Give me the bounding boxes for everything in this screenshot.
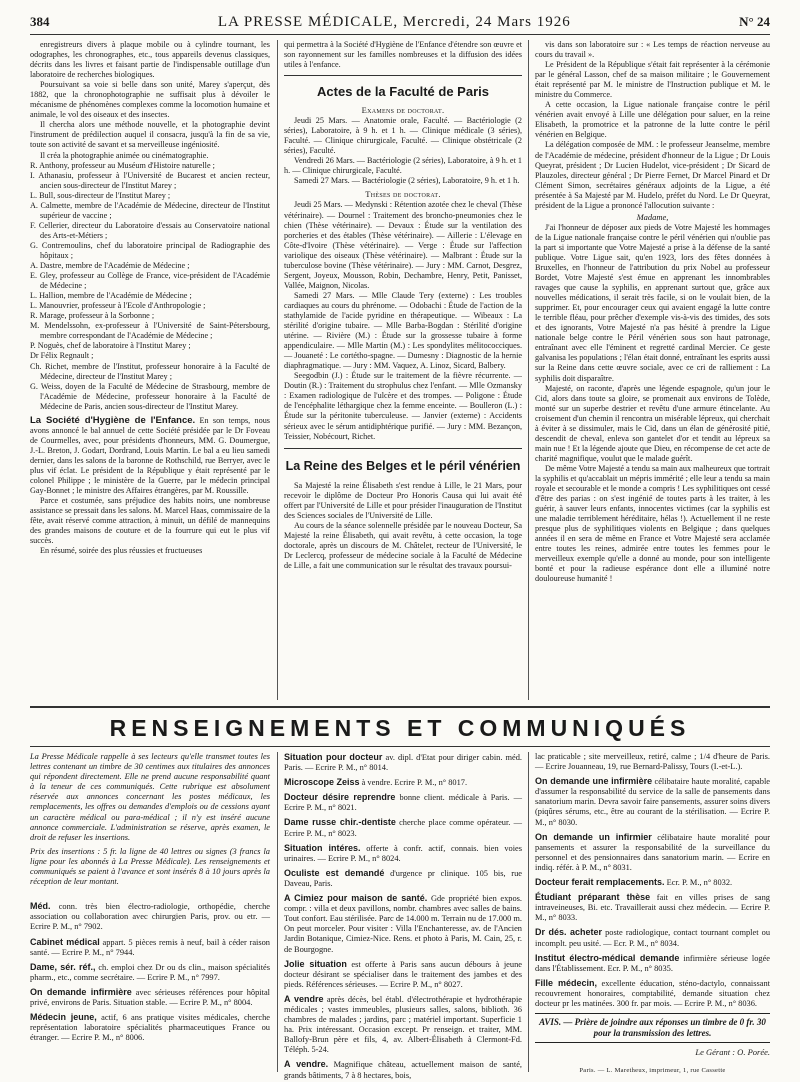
ad-text: cherche place comme opérateur. — Ecrire P. M., n° 8023. [284,818,523,838]
article-paragraph: enregistreurs divers à plaque mobile ou à cylindre tournant, les odographes, les chronographes, etc., tous appareils devenus classiques, décrits dans les livres et faisant partie de l'indispensable outillage d'un laboratoire de recherches biologiques. [30,40,270,80]
page-number: 384 [30,14,50,29]
hygiene-text-1: Parce et costumée, sans préjudice des habits noirs, une nombreuse assistance se pressait dans les salons. M. Marcel Haas, commissaire de la fête, avait réservé comme attraction, à minuit, un défilé de mannequins des grandes maisons de couture et de la fourrure qui eut le plus vif succès. [30,496,270,546]
classified-ad [535,953,770,974]
column-2 [284,40,522,702]
thesis-entry: Samedi 27 Mars. — Mlle Claude Tery (externe) : Les troubles cardiaques au cours du phrénome. — Odobachi : Étude de l'action de la stathylamide de l'acide pyridine en thérapeutique. — Wibeaux : La stérilité d'origine tubaire. — Mlle Barba-Bogdan : Stérilité d'origine utérine. — Rivière (M.) : Étude sur la grossesse tubaire à forme appendiculaire. — Mlle Martin (M.) : Les spondylites mélitococciques. — Jouaneté : Le cortétho-spagne. — Dumesny : Diagnostic de la hernie diaphragmatique. — Jury : MM. Vaquez, A. Linoz, Sicard, Balbery. [284,290,522,371]
classified-column-2 [284,752,523,1080]
column-divider [528,752,529,1072]
issue-number: N° 24 [739,14,770,29]
ad-text: avec sérieuses références pour hôpital privé, environs de Paris. Situation stable. — Ecrire P. M., n° 8004. [30,987,270,1007]
ad-heading: Jolie situation [284,958,347,969]
exam-list [284,116,522,186]
ad-heading: Dame, sér. réf., [30,961,96,972]
classified-ad [284,994,522,1056]
thesis-heading: Thèses de doctorat. [365,189,441,200]
ad-text: à vendre. Ecrire P. M., n° 8017. [361,778,468,788]
ad-text: d'urgence pr clinique. 105 bis, rue Daveau, Paris. [284,868,522,888]
ad-heading: A vendre [284,993,324,1004]
ad-heading: Docteur désire reprendre [284,792,396,803]
ad-text: fait en villes prises de sang intraveineuses, Bi. etc. Travaillerait aussi chez médecin. — Ecrire P. M., n° 8033. [535,893,770,923]
column-divider [277,40,278,700]
ad-heading: A Cimiez pour maison de santé. [284,893,428,904]
classified-ad [535,978,770,1009]
speech-text [535,223,770,585]
article-paragraph: Le Président de la République s'était fait représenter à la cérémonie par le général Lasson, chef de sa maison militaire ; le Gouvernement était représenté par M. le ministre de l'Instruction publique et M. le ministre du Commerce. [535,60,770,100]
classified-column-1 [30,752,270,1072]
classified-ad [284,777,522,788]
exam-heading: Examens de doctorat. [361,105,445,116]
queen-article [284,481,522,571]
committee-member: G. Contremoulins, chef du laboratoire principal de Radiographie des hôpitaux ; [30,240,270,260]
committee-member: Dr Félix Regnault ; [30,351,94,361]
hygiene-carry: qui permettra à la Société d'Hygiène de l'Enfance d'étendre son œuvre et son rayonnement sur les familles nombreuses et la diffusion des idées utiles à l'enfance. [284,40,522,70]
section-rule [284,448,522,449]
thesis-entry: Jeudi 25 Mars. — Medynski : Rétention azotée chez le cheval (Thèse vétérinaire). — Dournel : Traitement des broncho-pneumonies chez le chien (Thèse vétérinaire). — Devaux : Étude sur la ventilation des porcheries et des étables (Thèse vétérinaire). — Aillerie : L'élevage en Côte-d'Ivoire (Thèse vétérinaire). — Verge : Étude sur l'affection variolique des oiseaux (Thèse vétérinaire). — Malbrant : Étude sur la tuberculose bovine (Thèse vétérinaire). — Jury : MM. Carnot, Desgrez, Sergent, Joyeux, Mousson, Robin, Dechambre, Henry, Petit, Panisset, Vallée, Maignon, Nicolas. [284,200,522,290]
ad-text: Gde propriété bien expos. compr. : villa et deux pavillons, nombr. chambres avec salles de bains. Tout confort. Eau stérilisée. Parc de 14.000 m. Terrain nu de 17.000 m. On peut morceler. Pour visiter : Villa l'Enchanteresse, av. de l'Ancien Jardin Botanique, Cimiez-Nice. Rens. et photo à Paris, M. Cain, 25, r. de Bourgogne. [284,894,523,954]
ad-text: conn. très bien électro-radiologie, orthopédie, cherche association ou collaboration avec chirurgien Paris, prov. ou etr. — Ecrire P. M., n° 7902. [30,902,270,932]
ad-heading: Médecin jeune, [30,1012,97,1023]
ad-heading: Dame russe chir.-dentiste [284,817,396,828]
ad-carry: lac praticable ; site merveilleux, retiré, calme ; 1/4 d'heure de Paris. — Ecrire Jouanneau, 19, rue Bernard-Palissy, Tours (I.-et-L.). [535,752,770,772]
ad-heading: Oculiste est demandé [284,867,385,878]
article-paragraph: Il chercha alors une méthode nouvelle, et la photographie devint l'instrument de prédilection auquel il consacra, jusqu'à la fin de sa vie, toute son activité de savant et sa merveilleuse ingéniosité. [30,120,270,150]
committee-member: Ch. Richet, membre de l'Institut, professeur honoraire à la Faculté de Médecine, directeur de l'Institut Marey ; [30,361,270,381]
ad-text: poste radiologique, contact tournant complet ou incomplt. peu usité. — Ecr. P. M., n° 8034. [535,928,771,948]
header-rule [30,34,770,35]
ad-list-2 [284,752,522,1081]
ad-text: ch. emploi chez Dr ou ds clin., maison spécialités pharm., etc., comme secrétaire. — Ecrire P. M., n° 7997. [30,962,270,982]
classified-ad [535,927,770,948]
column-1 [30,40,270,702]
committee-member: F. Cellerier, directeur du Laboratoire d'essais au Conservatoire national des Arts-et-Métiers ; [30,220,270,240]
avis-box: AVIS. — Prière de joindre aux réponses un timbre de 0 fr. 30 pour la transmission des lettres. [535,1013,770,1043]
exam-entry: Samedi 27 Mars. — Bactériologie (2 séries), Laboratoire, 9 h. et 1 h. [294,176,520,186]
ad-heading: Cabinet médical [30,936,100,947]
article-paragraph: Il créa la photographie animée ou cinématographie. [40,150,209,160]
classified-ad [284,817,522,838]
classified-ad [535,776,770,827]
section-banner: RENSEIGNEMENTS ET COMMUNIQUÉS [109,715,691,741]
queen-article-continued [535,40,770,211]
ad-text: actif, 6 ans pratique visites médicales, cherche représentation laboratoire spécialités pharmaceutiques France ou étranger. — Ecrire P. M., n° 8006. [30,1013,271,1043]
classified-ad [535,892,770,923]
classified-ad [30,962,270,983]
classified-ad [30,1012,270,1043]
classified-ad [284,1059,522,1080]
ad-heading: Dr dés. acheter [535,927,602,938]
committee-member: R. Marage, professeur à la Sorbonne ; [30,311,155,321]
committee-member: E. Gley, professeur au Collège de France, vice-président de l'Académie de Médecine ; [30,271,270,291]
thesis-list [284,200,522,441]
classified-ad [284,893,522,955]
speech-paragraph: J'ai l'honneur de déposer aux pieds de Votre Majesté les hommages de la Ligue nationale française contre le péril vénérien qui n'oublie pas la part si importante que Votre Majesté a prise à la défense de la santé publique. Votre Ligue sait, qu'en 1923, lors des fêtes données à Bruxelles, en l'honneur de l'attribution du prix Nobel au professeur Bordet, Votre Majesté s'est émue en apprenant les innombrables ravages que cause la syphilis, en apprenant surtout que, grâce aux nouvelles médications, il serait très facile, si on le voulait bien, de la supprimer. Et, pour encourager ceux qui avaient engagé la lutte contre le terrible fléau, pour prêcher d'exemple vis-à-vis des timides, des sots et des ignorants, Votre Majesté n'a pas hésité à prendre la Ligue nationale belge contre le Péril vénérien sous son haut patronage, entraînant avec elle l'éminent et regretté cardinal Mercier. Ce geste galvanisa les populations ; l'élan était donné, entraînant les esprits aussi sur la Reine dans cette œuvre sociale, avec ce cri de ralliement : La syphilis doit disparaître. [535,222,770,383]
section-rule [284,75,522,76]
speech-paragraph: Majesté, on raconte, d'après une légende espagnole, qu'un jour le Cid, alors dans toute sa gloire, se promenait aux environs de Tolède, monté sur un superbe destrier et revêtu d'une armure étincelante. Au croisement d'un chemin il rencontra un misérable lépreux, qui cherchait à éviter à se dissimuler, mais le Cid, dans un élan de générosité pitié, descendit de cheval, enleva son gantelet d'or et tendit au lépreux sa main nue ! Et la légende ajoute que Dieu, en récompense de cet acte de charité magnifique, voulut que le malade guérît. [535,383,770,463]
classified-ad [535,832,770,873]
classified-ad [30,937,270,958]
classified-ad [30,901,270,932]
ad-text: après décès, bel établ. d'électrothérapie et hydrothérapie médicales ; vastes immeubles, plusieurs salles, salons, biblioth. 36 chambres de malades ; jardins, parc ; matériel important. Superficie 1 ha. Prix intéressant. Occasion except. Pr renseign. et traiter, MM. Ballofy-Brun père et fils, 4, av. Albert-Élisabeth à Clermont-Fd. Téléph. 5-24. [284,994,522,1055]
page-header [30,14,770,32]
column-divider [528,40,529,700]
committee-member: A. Calmette, membre de l'Académie de Médecine, directeur de l'Institut supérieur de vaccine ; [30,200,270,220]
ad-heading: On demande infirmière [30,986,132,997]
ad-text: célibataire haute moralité pour pansements et assurer la responsabilité de la surveillance du personnel et des pensionnaires dans sanatorium marin. — Ecrire en indiq. référ. à P. M., n° 8031. [535,832,770,872]
committee-member: L. Manouvrier, professeur à l'Ecole d'Anthropologie ; [30,301,206,311]
ad-heading: Institut électro-médical demande [535,952,680,963]
banner-rule-top [30,706,770,708]
ad-heading: A vendre. [284,1059,329,1070]
article-paragraph: Sa Majesté la reine Élisabeth s'est rendue à Lille, le 21 Mars, pour recevoir le diplôme de Docteur Pro Honoris Causa qui lui avait été offert par l'Université de Lille et pour présider l'inauguration de l'Institut des Sciences sociales de l'Université de Lille. [284,480,522,520]
notice-text: La Presse Médicale rappelle à ses lecteurs qu'elle transmet toutes les lettres contenant un timbre de 30 centimes aux titulaires des annonces qui répondent directement. Elle ne prend aucune responsabilité quant à la teneur de ces communiqués. Cette rubrique est absolument réservée aux annonces concernant les postes médicaux, les remplacements, les offres ou demandes d'emplois ou de cessions ayant un caractère médical ou para-médical ; il n'y est inséré aucune annonce commerciale. L'administration se réserve, après examen, le droit de refuser les insertions. [30,752,270,842]
price-text: Prix des insertions : 5 fr. la ligne de 40 lettres ou signes (3 francs la ligne pour les abonnés à La Presse Médicale). Les renseignements et communiqués se paient à l'avance et sont insérés 8 à 10 jours après la réception de leur montant. [30,846,270,887]
article-paragraph: Poursuivant sa voie si belle dans son unité, Marey s'aperçut, dès 1882, que la chronophotographie ne suffisait plus à dévoiler le mécanisme de phénomènes complexes comme la locomotion humaine et animale, le vol des oiseaux et des insectes. [30,80,270,120]
ad-text: offerte à confr. actif, connais. bien voies urinaires. — Ecrire P. M., n° 8024. [284,843,523,863]
article-paragraph: La délégation composée de MM. : le professeur Jeanselme, membre de l'Académie de médecine, président d'honneur de la Ligue ; Dr Louis Queyrat, président ; Dr Lucien Hudelot, vice-président ; Dr Sicard de Plauzoles, directeur général ; Dr Pierre Fernet, Dr Marcel Pinard et Dr Clément Simon, secrétaires généraux adjoints de la Ligue, a été présentée à Sa Majesté par M. Hudelo, préfet du Nord. Le Dr Queyrat, président de la Ligue a prononcé l'allocution suivante : [535,140,770,210]
committee-member: R. Anthony, professeur au Muséum d'Histoire naturelle ; [30,160,215,170]
classified-ad [284,959,522,990]
ad-list-3 [535,776,770,1009]
committee-member: L. Bull, sous-directeur de l'Institut Marey ; [30,190,171,200]
printer-line: Paris. — L. Maretheux, imprimeur, 1, rue Cassette [579,1067,726,1075]
committee-member: M. Mendelssohn, ex-professeur à l'Université de Saint-Pétersbourg, membre correspondant de l'Académie de Médecine ; [30,321,270,341]
classified-ad [535,877,770,888]
ad-heading: On demande une infirmière [535,776,653,787]
ad-heading: Étudiant préparant thèse [535,892,651,903]
faculty-title: Actes de la Faculté de Paris [317,84,489,100]
column-divider [277,752,278,1072]
hygiene-paragraph [30,416,270,496]
ad-text: Magnifique château, actuellement maison de santé, grands bâtiments, 7 à 8 hectares, bois, [284,1060,523,1080]
article-paragraph: A cette occasion, la Ligue nationale française contre le péril vénérien avait envoyé à Lille une délégation pour saluer, en la reine Elisabeth, la promotrice et la patronne de la lutte contre le péril vénérien en Belgique. [535,100,770,140]
masthead-title: LA PRESSE MÉDICALE, Mercredi, 24 Mars 1926 [217,14,571,30]
ad-heading: Situation pour docteur [284,752,383,762]
queen-title: La Reine des Belges et le péril vénérien [285,458,521,473]
ad-heading: Méd. [30,901,51,912]
ad-text: infirmière sérieuse logée dans l'Établissement. Ecr. P. M., n° 8035. [535,953,771,973]
classified-ad [30,987,270,1008]
ad-text: bonne client. médicale à Paris. — Ecrire P. M., n° 8021. [284,793,523,813]
ad-list-1 [30,901,270,1043]
ad-text: appart. 5 pièces remis à neuf, bail à céder raison santé. — Ecrire P. M., n° 7944. [30,937,270,957]
committee-member: I. Athanasiu, professeur à l'Université de Bucarest et ancien recteur, ancien sous-directeur de l'Institut Marey ; [30,170,270,190]
ad-text: est offerte à Paris sans aucun débours à jeune docteur désirant se spécialiser dans le traitement des jambes et des pieds. Références sérieuses. — Ecrire P. M., n° 8027. [284,959,522,989]
banner-rule-bottom [30,746,770,747]
classified-ad [284,792,522,813]
thesis-entry: Seegodbin (J.) : Étude sur le traitement de la fièvre récurrente. — Doutin (R.) : Traitement du strophulus chez l'enfant. — Mlle Ozmansky : Examen radiologique de l'ulcère et des trompes. — Poligone : Étude de l'encéphalite léthargique chez la femme enceinte. — Boulleron (L.) : Étude sur la péritonite tuberculeuse. — Janvier (externe) : Accidents sérieux avec le sérum antidiphtérique purifié. — Jury : MM. Bezançon, Teissier, Nobécourt, Richet. [284,371,522,441]
ad-heading: Microscope Zeiss [284,777,360,788]
ad-text: Ecr. P. M., n° 8032. [666,878,733,888]
column-3 [535,40,770,702]
article-paragraph: vis dans son laboratoire sur : « Les temps de réaction nerveuse au cours du travail ». [535,40,770,60]
exam-entry: Jeudi 25 Mars. — Anatomie orale, Faculté. — Bactériologie (2 séries), Laboratoire, à 9 h. et 1 h. — Clinique médicale (3 séries), Faculté. — Clinique chirurgicale, Faculté. — Clinique obstétricale (2 séries), Faculté. [284,116,522,156]
speech-salutation: Madame, [636,211,669,222]
hygiene-text-2: En résumé, soirée des plus réussies et fructueuses [40,546,203,556]
committee-member: G. Weiss, doyen de la Faculté de Médecine de Strasbourg, membre de l'Académie de Médecine, professeur honoraire à la Faculté de Médecine de Paris, ancien sous-directeur de l'Institut Marey. [30,381,270,411]
ad-heading: Situation intéres. [284,842,361,853]
ad-text: av. dipl. d'Etat pour diriger cabin. méd. Paris. — Ecrire P. M., n° 8014. [284,753,522,773]
committee-list [30,161,270,412]
speech-paragraph: De même Votre Majesté a tendu sa main aux malheureux que tortrait la syphilis et qu'accablait un mépris immérité ; elle leur a tendu sa main royale et secourable et le monde a compris ! Les syphilitiques ont cessé d'être des parias : on s'est ingénié de toutes parts à les traiter, à les guérir, à sauver leurs enfants, innocentes victimes (car la syphilis est une maladie terriblement héréditaire, hélas !). Actuellement il ne reste presque plus de syphilitiques violents en Belgique ; dans quelques années il en sera de même en France et Votre Majesté sera acclamée entre toutes les reines, admirée entre toutes les femmes pour le merveilleux exemple qu'elle a donné au monde, pour son intelligente bonté et pour la radieuse espérance dont elle a illuminé notre douloureuse humanité ! [535,463,771,584]
gerant-line: Le Gérant : O. Porée. [695,1047,770,1058]
article-paragraph: Au cours de la séance solennelle présidée par le nouveau Docteur, Sa Majesté la reine Élisabeth, qui avait revêtu, à cette occasion, la toge doctorale, après un discours de M. Châtelet, recteur de l'Université, le Dr Leclercq, professeur de médecine sociale à la Faculté de Médecine de Lille, a fait une communication sur le résultat des travaux poursui- [284,520,522,570]
ad-text: célibataire haute moralité, capable d'assumer la responsabilité du service de la salle de pansements dans sanatorium marin. Devra savoir faire pansements, assurer soins divers (piqûres sérums, etc., être au courant de la stérilisation. — Ecrire P. M., n° 8030. [535,777,771,827]
committee-member: A. Dastre, membre de l'Académie de Médecine ; [30,261,190,271]
ad-text: excellente éducation, sténo-dactylo, connaissant recouvrement honoraires, comptabilité, demande situation chez docteur pr les matinées. 300 fr. par mois. — Ecrire P. M., n° 8036. [535,978,770,1008]
committee-member: P. Noguès, chef de laboratoire à l'Institut Marey ; [30,341,191,351]
ad-heading: On demande un infirmier [535,831,652,842]
classified-column-3 [535,752,771,1075]
classified-ad [284,843,522,864]
committee-member: L. Hallion, membre de l'Académie de Médecine ; [30,291,192,301]
classified-ad [284,868,522,889]
hygiene-heading: La Société d'Hygiène de l'Enfance. [30,414,196,426]
exam-entry: Vendredi 26 Mars. — Bactériologie (2 séries), Laboratoire, à 9 h. et 1 h. — Clinique chirurgicale, Faculté. [284,156,522,176]
marey-article [30,40,270,161]
ad-heading: Docteur ferait remplacements. [535,877,665,888]
ad-heading: Fille médecin, [535,977,597,988]
classified-ad [284,752,522,773]
hygiene-text-0: En son temps, nous avons annoncé le bal annuel de cette Société présidée par le Dr Foveau de Courmelles, avec, pour présidents d'honneurs, MM. G. Doumergue, J.-L. Breton, J. Godart, Dordrand, Louis Martin. Le bal a eu lieu samedi dernier, dans les salons de la baronne de Rothschild, rue Berryer, avec le plus vif éclat. Le président de la République y était représenté par le colonel Philippe ; le ministère de la Guerre, par le médecin principal Gay-Bonnet ; le ministre des Affaires étrangères, par M. Roussille. [30,415,270,496]
